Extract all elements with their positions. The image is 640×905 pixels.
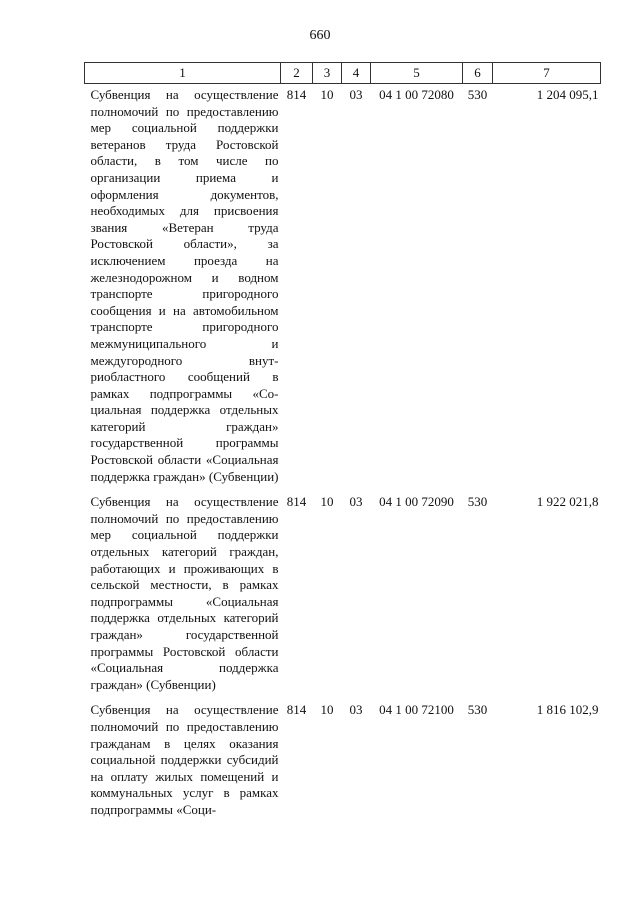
row-target-article: 04 1 00 72080 <box>379 87 454 102</box>
row-ministry: 814 <box>286 494 307 510</box>
row-ministry: 814 <box>286 87 307 102</box>
table-body <box>85 84 601 825</box>
row-subsection: 03 <box>349 87 363 102</box>
row-description: Субвенция на осуществление полномочий по предоставлению мер социальной поддержки ветеранов труда Ростовской области, в том числе по организации приема и оформления документов, необходимых для присвоения звания «Ветеран труда Ростовской области», за исключением проезда на железнодорожном и водном транспорте пригородного сообщения и на автомобильном транспорте пригородного межмуниципального и междугородного внутриобластного сообщений в рамках подпрограммы «Социальная поддержка отдельных категорий граждан» государственной программы Ростовской области «Социальная поддержка граждан» (Субвенции) <box>90 87 279 484</box>
header-col-7: 7 <box>493 63 601 84</box>
row-expense-type: 530 <box>467 702 488 718</box>
table-header <box>85 63 601 84</box>
row-amount: 1 816 102,9 <box>536 702 599 718</box>
row-expense-type: 530 <box>467 87 488 102</box>
row-section: 10 <box>320 494 334 510</box>
row-amount: 1 204 095,1 <box>536 87 599 102</box>
row-subsection: 03 <box>349 494 363 510</box>
header-col-3: 3 <box>313 63 342 84</box>
table-row <box>85 491 601 699</box>
row-subsection: 03 <box>349 702 363 718</box>
page-number: 660 <box>309 28 331 43</box>
row-amount: 1 922 021,8 <box>536 494 599 510</box>
row-expense-type: 530 <box>467 494 488 510</box>
row-description: Субвенция на осуществление полномочий по предоставлению гражданам в целях оказания социальной поддержки субсидий на оплату жилых помещений и коммунальных услуг в рамках подпрограммы «Соци- <box>90 702 279 817</box>
row-target-article: 04 1 00 72090 <box>379 494 454 510</box>
row-description: Субвенция на осуществление полномочий по предоставлению мер социальной поддержки отдельных категорий граждан, работающих и проживающих в сельской местности, в рамках подпрограммы «Социальная поддержка отдельных категорий граждан» государственной программы Ростовской области «Социальная поддержка граждан» (Субвенции) <box>90 494 279 692</box>
row-section: 10 <box>320 702 334 718</box>
header-col-1: 1 <box>85 63 281 84</box>
header-col-2: 2 <box>281 63 313 84</box>
row-section: 10 <box>320 87 334 102</box>
table-row <box>85 699 601 824</box>
header-col-6: 6 <box>463 63 493 84</box>
row-ministry: 814 <box>286 702 307 718</box>
budget-table <box>84 62 601 825</box>
row-target-article: 04 1 00 72100 <box>379 702 454 718</box>
header-col-5: 5 <box>371 63 463 84</box>
header-row <box>85 63 601 84</box>
table-row <box>85 84 601 492</box>
header-col-4: 4 <box>342 63 371 84</box>
